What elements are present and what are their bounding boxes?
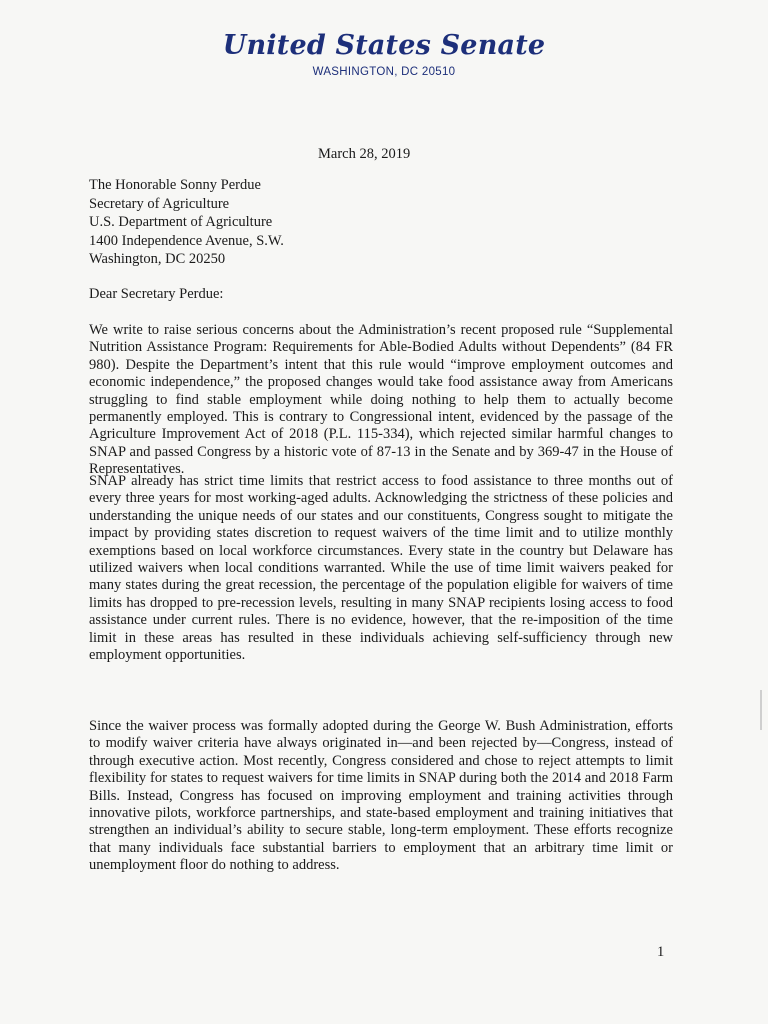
recipient-line: 1400 Independence Avenue, S.W. [89,232,284,249]
body-paragraph: We write to raise serious concerns about the Administration’s recent proposed rule “Supplemental Nutrition Assistance Program: Requirements for Able-Bodied Adults without Dependents” (84 FR 980). Despite the Department’s intent that this rule would “improve employment outcomes and economic independence,” the proposed changes would take food assistance away from Americans struggling to find stable employment while doing nothing to help them to actually become permanently employed. This is contrary to Congressional intent, evidenced by the passage of the Agriculture Improvement Act of 2018 (P.L. 115-334), which rejected similar harmful changes to SNAP and passed Congress by a historic vote of 87-13 in the Senate and by 369-47 in the House of Representatives. [89,322,673,478]
letterhead-title: United States Senate [222,30,546,61]
body-paragraph: SNAP already has strict time limits that restrict access to food assistance to three months out of every three years for most working-aged adults. Acknowledging the strictness of these policies and understanding the unique needs of our states and our constituents, Congress sought to mitigate the impact by providing states discretion to request waivers of the time limit and to utilize monthly exemptions based on local workforce circumstances. Every state in the country but Delaware has utilized waivers when local conditions warranted. While the use of time limit waivers peaked for many states during the great recession, the percentage of the population eligible for waivers of time limits has dropped to pre-recession levels, resulting in many SNAP recipients losing access to food assistance under current rules. There is no evidence, however, that the re-imposition of the time limit in these areas has resulted in these individuals achieving self-sufficiency through new employment opportunities. [89,473,673,664]
recipient-line: Washington, DC 20250 [89,251,226,267]
body-paragraph: Since the waiver process was formally adopted during the George W. Bush Administration, efforts to modify waiver criteria have always originated in—and been rejected by—Congress, instead of through executive action. Most recently, Congress considered and chose to reject attempts to limit flexibility for states to request waivers for time limits in SNAP during both the 2014 and 2018 Farm Bills. Instead, Congress has focused on improving employment and training activities through innovative pilots, workforce partnerships, and state-based employment and training initiatives that strengthen an individual’s ability to secure stable, long-term employment. These efforts recognize that many individuals face substantial barriers to employment that an arbitrary time limit or unemployment floor do nothing to address. [89,718,673,874]
page-number: 1 [657,944,665,960]
recipient-line: U.S. Department of Agriculture [89,214,273,230]
salutation: Dear Secretary Perdue: [89,286,224,302]
recipient-address [89,176,284,269]
recipient-line: The Honorable Sonny Perdue [89,177,261,193]
recipient-line: Secretary of Agriculture [89,195,230,212]
scan-edge-mark [760,690,762,730]
letter-date: March 28, 2019 [318,146,411,162]
letterhead-address: WASHINGTON, DC 20510 [312,66,456,78]
